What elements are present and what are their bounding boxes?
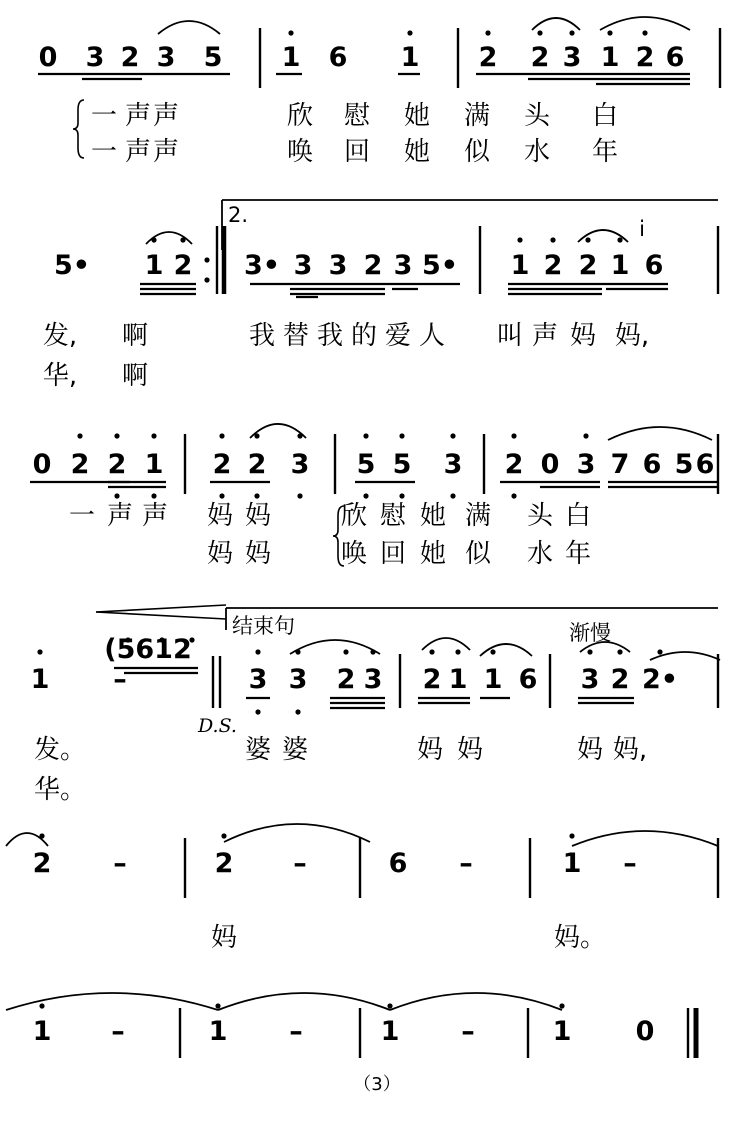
jianpu-note: 0 [32, 449, 52, 480]
octave-dot [450, 493, 455, 498]
octave-dot [569, 30, 574, 35]
jianpu-note: 1 [600, 42, 620, 73]
lyric-syllable: 啊 [121, 321, 149, 351]
lyric-syllable: 妈 [569, 321, 597, 351]
lyric-syllable: 似 [464, 539, 492, 569]
octave-dot [297, 493, 302, 498]
lyric-syllable: 发, [42, 321, 78, 351]
octave-dot [114, 493, 119, 498]
octave-dot [587, 649, 592, 654]
lyric-syllable: 她 [419, 501, 447, 531]
jianpu-note: 5 [674, 449, 694, 480]
jianpu-note: 2 [70, 449, 90, 480]
octave-dot [151, 433, 156, 438]
jianpu-note: 2 [422, 664, 442, 695]
jianpu-note: 3 [248, 664, 268, 695]
lyric-syllable: 替 [282, 321, 310, 351]
slur [218, 993, 390, 1010]
octave-dot [617, 649, 622, 654]
lyric-syllable: 头 [526, 501, 554, 531]
lyric-syllable: 一 [90, 137, 118, 167]
octave-dot [363, 493, 368, 498]
lyric-syllable: 华, [42, 361, 78, 391]
lyric-syllable: 妈 [206, 539, 234, 569]
page-number: （3） [353, 1074, 401, 1095]
jianpu-note: 2 [478, 42, 498, 73]
slur [158, 21, 220, 34]
octave-dot [295, 649, 300, 654]
jianpu-note: 2 [173, 250, 193, 281]
jianpu-note: 2 [120, 42, 140, 73]
lyric-syllable: 我 [316, 321, 344, 351]
jianpu-note: 3 [293, 250, 313, 281]
jianpu-note: 3 [580, 664, 600, 695]
lyric-syllable: 欣 [286, 101, 314, 131]
lyric-syllable: 头 [523, 101, 551, 131]
jianpu-note: 3 [443, 449, 463, 480]
jianpu-note: 2 [212, 449, 232, 480]
lyric-syllable: 声 [106, 501, 134, 531]
jianpu-note: 5• [53, 250, 91, 281]
octave-dot [583, 433, 588, 438]
lyric-syllable: 的 [350, 321, 378, 351]
lyric-syllable: 声 [531, 321, 559, 351]
jianpu-note: 1 [448, 664, 468, 695]
octave-dot [343, 649, 348, 654]
volta-label: 2. [228, 203, 249, 227]
lyric-syllable: 声 [152, 101, 180, 131]
jianpu-note: 1 [483, 664, 503, 695]
lyric-syllable: 华。 [33, 775, 87, 805]
jianpu-note: 1 [30, 664, 50, 695]
lyric-syllable: 满 [464, 501, 492, 531]
octave-dot [219, 433, 224, 438]
octave-dot [387, 1003, 392, 1008]
jianpu-note: 2 [610, 664, 630, 695]
lyric-syllable: 回 [379, 539, 407, 569]
lyric-syllable: 妈 [206, 501, 234, 531]
octave-dot [39, 833, 44, 838]
jianpu-note: 3 [156, 42, 176, 73]
octave-dot [215, 1003, 220, 1008]
jianpu-note: – [111, 1016, 125, 1047]
octave-dot [255, 709, 260, 714]
slur [572, 831, 718, 846]
jianpu-note: 1 [32, 1016, 52, 1047]
slur [422, 638, 470, 650]
jianpu-note: 2• [641, 664, 679, 695]
octave-dot [455, 649, 460, 654]
lyric-syllable: 唤 [340, 539, 368, 569]
lyric-syllable: 妈 [244, 501, 272, 531]
octave-dot [511, 493, 516, 498]
jianpu-note: 1 [208, 1016, 228, 1047]
jianpu-note: 2 [578, 250, 598, 281]
octave-dot [39, 1003, 44, 1008]
octave-dot [550, 237, 555, 242]
octave-dot [569, 833, 574, 838]
jianpu-note: 2 [363, 250, 383, 281]
lyric-syllable: 慰 [379, 501, 407, 531]
lyric-syllable: 妈 [576, 735, 604, 765]
repeat-dot [204, 277, 209, 282]
octave-dot [490, 649, 495, 654]
octave-dot [617, 237, 622, 242]
lyric-syllable: 声 [152, 137, 180, 167]
octave-dot [254, 493, 259, 498]
octave-dot [295, 709, 300, 714]
lyric-syllable: 声 [141, 501, 169, 531]
jianpu-note: 6 [644, 250, 664, 281]
octave-dot [363, 433, 368, 438]
octave-dot [219, 493, 224, 498]
jianpu-note: 3• [243, 250, 281, 281]
lyric-syllable: 婆 [244, 735, 272, 765]
octave-dot [517, 237, 522, 242]
jianpu-note: 3 [85, 42, 105, 73]
jianpu-note: 6 [665, 42, 685, 73]
jianpu-note: 2 [336, 664, 356, 695]
jianpu-note: 2 [504, 449, 524, 480]
octave-dot [607, 30, 612, 35]
lyric-syllable: 妈, [614, 321, 650, 351]
slur [608, 427, 712, 440]
lyric-brace [73, 100, 84, 158]
jianpu-note: 1 [400, 42, 420, 73]
lyric-syllable: 年 [591, 137, 619, 167]
jianpu-note: – [459, 848, 473, 879]
jianpu-note: 1 [610, 250, 630, 281]
jianpu-note: 3 [562, 42, 582, 73]
jianpu-note: 5 [356, 449, 376, 480]
octave-dot [151, 493, 156, 498]
jianpu-note: – [623, 848, 637, 879]
jianpu-note: 6 [695, 449, 715, 480]
lyric-syllable: 啊 [121, 361, 149, 391]
jianpu-note: 6 [518, 664, 538, 695]
octave-dot [485, 30, 490, 35]
ending-phrase-label: 结束句 [232, 614, 295, 638]
lyric-syllable: 她 [403, 101, 431, 131]
octave-dot [657, 649, 662, 654]
jianpu-note: 1 [562, 848, 582, 879]
octave-dot [511, 433, 516, 438]
prelude-notes: (5612 [104, 634, 192, 665]
jianpu-note: 6 [328, 42, 348, 73]
jianpu-note: 3 [393, 250, 413, 281]
dal-segno: D.S. [198, 715, 237, 737]
lyric-syllable: 白 [564, 501, 592, 531]
jianpu-note: 1 [281, 42, 301, 73]
octave-dot [180, 237, 185, 242]
octave-dot [559, 1003, 564, 1008]
jianpu-note: 1 [380, 1016, 400, 1047]
octave-dot [370, 649, 375, 654]
jianpu-note: – [113, 848, 127, 879]
octave-dot [450, 433, 455, 438]
jianpu-note: 6 [388, 848, 408, 879]
jianpu-note: 2 [543, 250, 563, 281]
lyric-syllable: 发。 [33, 735, 87, 765]
lyric-syllable: 唤 [286, 137, 314, 167]
octave-dot [151, 237, 156, 242]
jianpu-note: – [293, 848, 307, 879]
repeat-dot [204, 257, 209, 262]
lyric-syllable: 妈 [244, 539, 272, 569]
octave-dot [221, 833, 226, 838]
jianpu-note: 6 [642, 449, 662, 480]
lyric-syllable: 满 [463, 101, 491, 131]
jianpu-note: 1 [144, 250, 164, 281]
jianpu-note: 0 [540, 449, 560, 480]
jianpu-note: 3 [576, 449, 596, 480]
octave-dot [399, 493, 404, 498]
lyric-syllable: 妈 [456, 735, 484, 765]
jianpu-note: 0 [38, 42, 58, 73]
jianpu-note: – [461, 1016, 475, 1047]
slur [390, 993, 562, 1010]
lyric-syllable: 欣 [340, 501, 368, 531]
jianpu-note: 1 [552, 1016, 572, 1047]
lyric-syllable: 叫 [496, 321, 524, 351]
lyric-syllable: 年 [564, 539, 592, 569]
octave-dot [37, 649, 42, 654]
jianpu-note: 2 [635, 42, 655, 73]
jianpu-note: 3 [290, 449, 310, 480]
octave-dot [255, 649, 260, 654]
lyric-syllable: 似 [463, 137, 491, 167]
lyric-syllable: 爱 [384, 321, 412, 351]
jianpu-note: 7 [610, 449, 630, 480]
jianpu-note: 3 [288, 664, 308, 695]
octave-dot [77, 433, 82, 438]
octave-dot [254, 433, 259, 438]
lyric-syllable: 妈 [416, 735, 444, 765]
jianpu-note: 5• [421, 250, 459, 281]
lyric-syllable: 人 [418, 321, 446, 351]
lyric-syllable: 水 [526, 539, 554, 569]
lyric-syllable: 婆 [281, 735, 309, 765]
lyric-syllable: 妈。 [553, 923, 607, 953]
ritardando-label: 渐慢 [569, 621, 611, 645]
octave-dot [585, 237, 590, 242]
lyric-syllable: 她 [403, 137, 431, 167]
jianpu-note: 3 [363, 664, 383, 695]
octave-dot [399, 433, 404, 438]
octave-dot [288, 30, 293, 35]
jianpu-note: – [289, 1016, 303, 1047]
lyric-syllable: 声 [124, 101, 152, 131]
jianpu-note: 1 [510, 250, 530, 281]
slur [6, 993, 218, 1010]
lyric-syllable: 水 [523, 137, 551, 167]
lyric-syllable: 回 [343, 137, 371, 167]
lyric-syllable: 我 [248, 321, 276, 351]
jianpu-note: – [113, 664, 127, 695]
hairpin [96, 612, 226, 619]
slur [480, 644, 532, 656]
lyric-syllable: 妈 [210, 923, 238, 953]
jianpu-note: 2 [247, 449, 267, 480]
lyric-syllable: 一 [68, 501, 96, 531]
hairpin [96, 605, 226, 612]
octave-dot [537, 30, 542, 35]
jianpu-note: 3 [328, 250, 348, 281]
jianpu-note: 0 [635, 1016, 655, 1047]
jianpu-note: 5 [392, 449, 412, 480]
slur [600, 17, 690, 30]
jianpu-note: 5 [203, 42, 223, 73]
slur [290, 640, 380, 654]
grace-note: i [639, 217, 645, 241]
jianpu-note: 2 [107, 449, 127, 480]
slur [224, 824, 370, 842]
octave-dot [407, 30, 412, 35]
lyric-syllable: 声 [124, 137, 152, 167]
lyric-syllable: 慰 [343, 101, 371, 131]
jianpu-note: 1 [144, 449, 164, 480]
jianpu-note: 2 [530, 42, 550, 73]
lyric-syllable: 白 [591, 101, 619, 131]
octave-dot [297, 433, 302, 438]
slur [532, 18, 580, 30]
octave-dot [114, 433, 119, 438]
octave-dot [642, 30, 647, 35]
jianpu-note: 2 [214, 848, 234, 879]
lyric-syllable: 一 [90, 101, 118, 131]
lyric-syllable: 妈, [612, 735, 648, 765]
lyric-syllable: 她 [419, 539, 447, 569]
octave-dot [429, 649, 434, 654]
jianpu-note: 2 [32, 848, 52, 879]
